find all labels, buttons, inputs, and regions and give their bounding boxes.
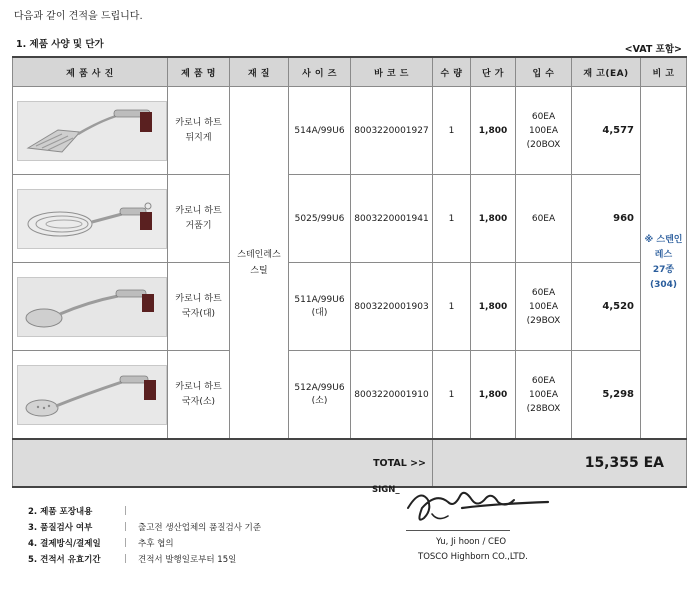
table-row <box>13 351 687 440</box>
item-barcode: 8003220001927 <box>351 87 433 175</box>
header-qty: 수 량 <box>433 57 471 87</box>
item-price: 1,800 <box>471 263 516 351</box>
item-size: 5025/99U6 <box>289 175 351 263</box>
item-price: 1,800 <box>471 87 516 175</box>
spatula-photo <box>17 101 167 161</box>
item-qty: 1 <box>433 175 471 263</box>
item-qty: 1 <box>433 351 471 440</box>
header-size: 사 이 즈 <box>289 57 351 87</box>
term-value: 견적서 발행일로부터 15일 <box>138 555 237 565</box>
item-stock: 4,520 <box>572 263 641 351</box>
header-stock: 재 고(EA) <box>572 57 641 87</box>
intro-text: 다음과 같이 견적을 드립니다. <box>14 11 143 22</box>
table-header-row <box>13 57 687 87</box>
list-item: 4. 결제방식/결제일 | 추후 협의 <box>28 538 174 549</box>
item-price: 1,800 <box>471 175 516 263</box>
list-item: 2. 제품 포장내용 | <box>28 506 127 517</box>
material-cell: 스테인레스 스틸 <box>230 87 289 440</box>
company-name: TOSCO Highborn CO.,LTD. <box>418 552 528 562</box>
item-pack: 60EA 100EA (20BOX <box>516 87 572 175</box>
ladle-photo <box>17 277 167 337</box>
total-label: TOTAL >> <box>13 439 433 487</box>
table-row <box>13 175 687 263</box>
signature-line <box>406 530 510 531</box>
ceo-name: Yu, Ji hoon / CEO <box>436 537 507 547</box>
header-material: 재 질 <box>230 57 289 87</box>
term-label: 2. 제품 포장내용 <box>28 507 93 517</box>
item-pack: 60EA 100EA (29BOX <box>516 263 572 351</box>
list-item: 3. 품질검사 여부 | 출고전 생산업체의 품질검사 기준 <box>28 522 262 533</box>
total-value: 15,355 EA <box>433 439 687 487</box>
skimmer-photo <box>17 365 167 425</box>
item-pack: 60EA 100EA (28BOX <box>516 351 572 440</box>
header-name: 제 품 명 <box>168 57 230 87</box>
vat-note: <VAT 포함> <box>624 44 682 55</box>
term-value: 출고전 생산업체의 품질검사 기준 <box>138 523 262 533</box>
header-remark: 비 고 <box>641 57 687 87</box>
item-qty: 1 <box>433 87 471 175</box>
total-row <box>13 439 687 487</box>
table-row <box>13 87 687 175</box>
header-pack: 입 수 <box>516 57 572 87</box>
sign-label: SIGN_ <box>372 485 400 495</box>
term-label: 3. 품질검사 여부 <box>28 523 93 533</box>
term-label: 5. 견적서 유효기간 <box>28 555 101 565</box>
header-price: 단 가 <box>471 57 516 87</box>
item-barcode: 8003220001910 <box>351 351 433 440</box>
item-size: 514A/99U6 <box>289 87 351 175</box>
item-pack: 60EA <box>516 175 572 263</box>
quote-table <box>12 56 687 488</box>
item-barcode: 8003220001941 <box>351 175 433 263</box>
item-stock: 960 <box>572 175 641 263</box>
whisk-photo <box>17 189 167 249</box>
item-size: 512A/99U6 (소) <box>289 351 351 440</box>
item-size: 511A/99U6 (대) <box>289 263 351 351</box>
header-barcode: 바 코 드 <box>351 57 433 87</box>
header-photo: 제 품 사 진 <box>13 57 168 87</box>
section-title: 1. 제품 사양 및 단가 <box>16 39 104 50</box>
item-name: 카로니 하트 국자(소) <box>168 351 230 440</box>
item-name: 카로니 하트 국자(대) <box>168 263 230 351</box>
item-qty: 1 <box>433 263 471 351</box>
term-label: 4. 결제방식/결제일 <box>28 539 101 549</box>
item-price: 1,800 <box>471 351 516 440</box>
table-row <box>13 263 687 351</box>
item-stock: 5,298 <box>572 351 641 440</box>
footer-terms <box>28 503 261 567</box>
remark-cell: ※ 스텐인 레스 27종(304) <box>641 87 687 440</box>
list-item: 5. 견적서 유효기간 | 견적서 발행일로부터 15일 <box>28 554 237 565</box>
item-stock: 4,577 <box>572 87 641 175</box>
signature-image <box>402 478 552 532</box>
term-value: 추후 협의 <box>138 539 174 549</box>
item-name: 카로니 하트 거품기 <box>168 175 230 263</box>
item-barcode: 8003220001903 <box>351 263 433 351</box>
item-name: 카로니 하트 뒤지게 <box>168 87 230 175</box>
